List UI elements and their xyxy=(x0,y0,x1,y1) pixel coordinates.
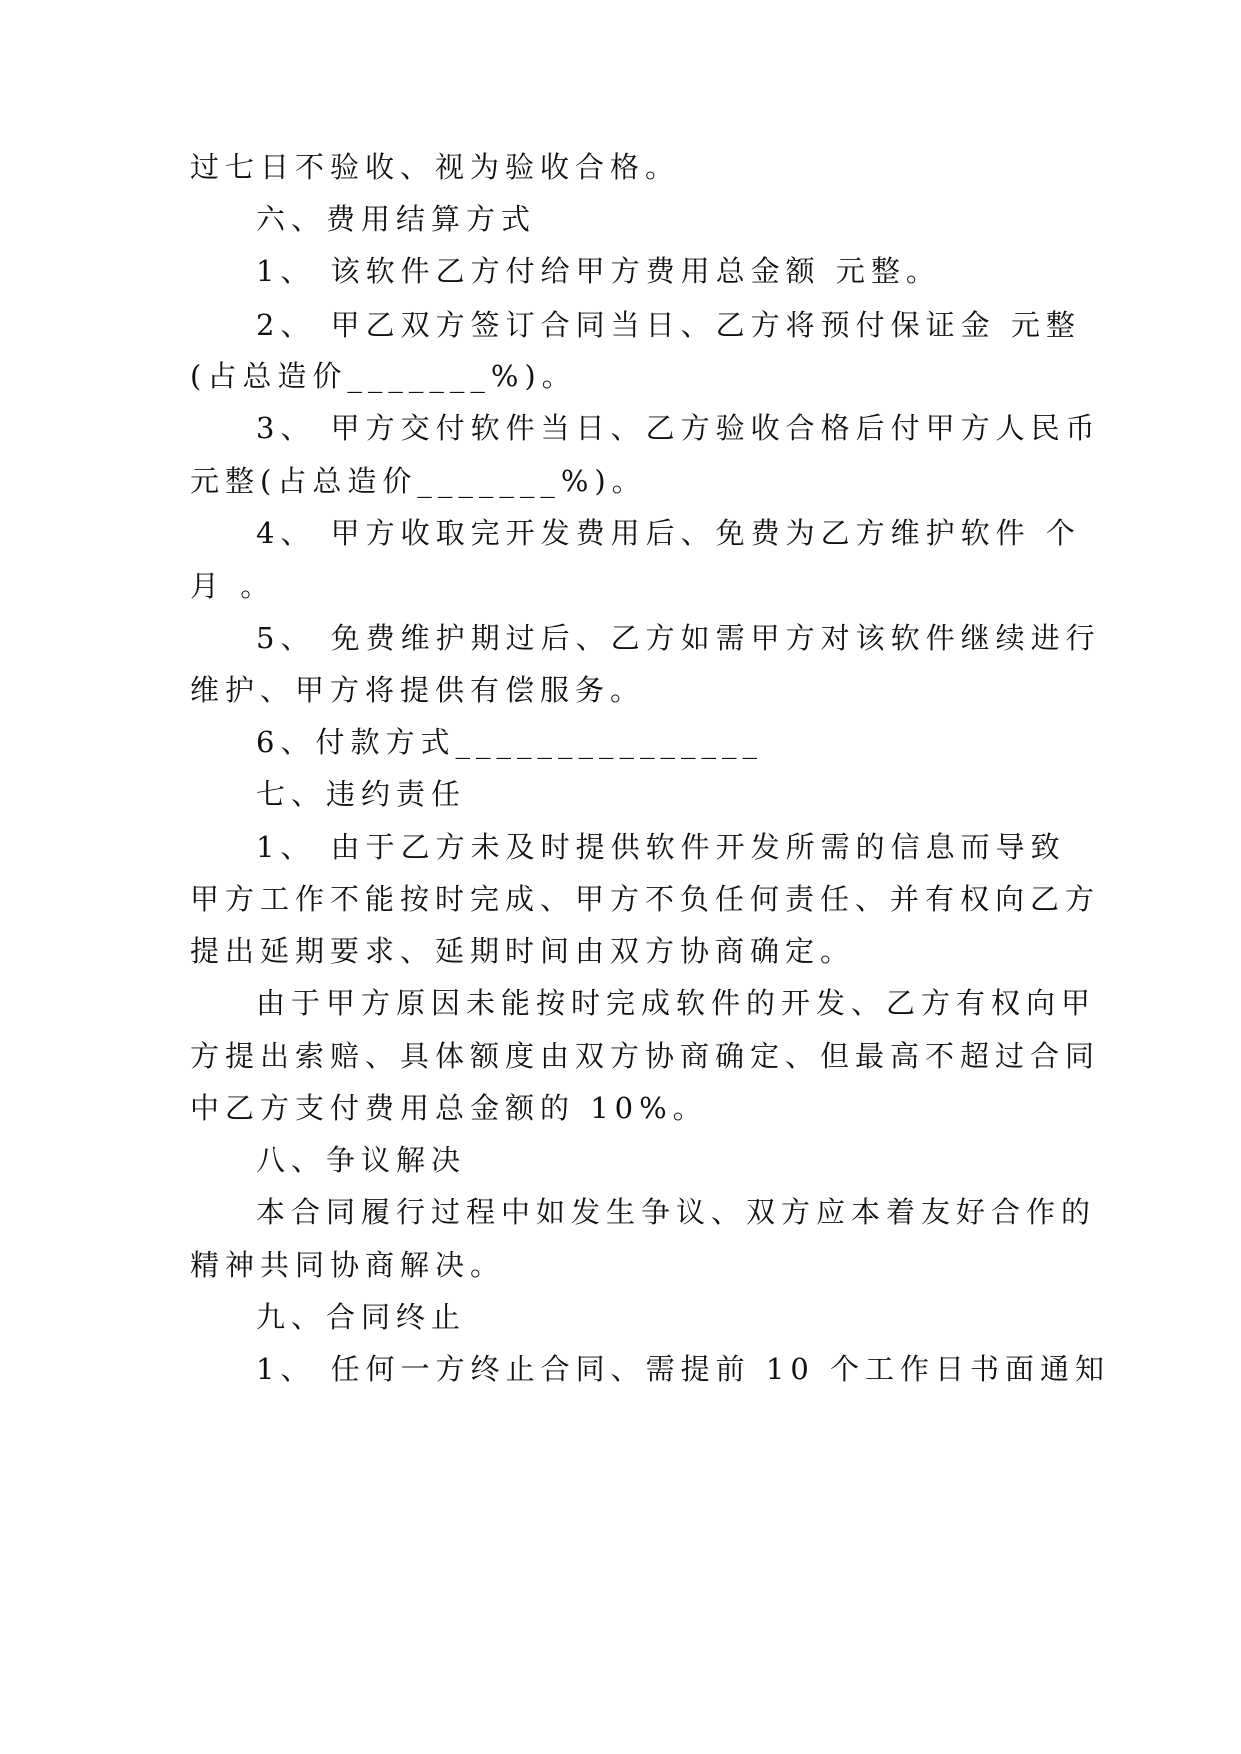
text-line: 维护、甲方将提供有偿服务。 xyxy=(190,673,646,707)
section-heading-6: 六、费用结算方式 xyxy=(256,202,537,236)
text-line: 月 。 xyxy=(190,569,276,603)
text-line: 1、 该软件乙方付给甲方费用总金额 元整。 xyxy=(256,254,941,288)
text-line: 提出延期要求、延期时间由双方协商确定。 xyxy=(190,934,856,968)
text-line: 2、 甲乙双方签订合同当日、乙方将预付保证金 元整 xyxy=(256,308,1081,342)
text-line: 甲方工作不能按时完成、甲方不负任何责任、并有权向乙方 xyxy=(190,882,1101,916)
text-line: 过七日不验收、视为验收合格。 xyxy=(190,150,681,184)
text-line: 5、 免费维护期过后、乙方如需甲方对该软件继续进行 xyxy=(256,621,1101,655)
text-line: 中乙方支付费用总金额的 10%。 xyxy=(190,1091,708,1125)
section-heading-9: 九、合同终止 xyxy=(256,1300,467,1334)
text-line: 1、 任何一方终止合同、需提前 10 个工作日书面通知 xyxy=(256,1352,1111,1386)
text-line: 3、 甲方交付软件当日、乙方验收合格后付甲方人民币 xyxy=(256,411,1101,445)
section-heading-8: 八、争议解决 xyxy=(256,1143,467,1177)
text-line: (占总造价_______%)。 xyxy=(190,359,577,393)
text-line: 精神共同协商解决。 xyxy=(190,1248,506,1282)
text-line: 由于甲方原因未能按时完成软件的开发、乙方有权向甲 xyxy=(256,986,1097,1020)
section-heading-7: 七、违约责任 xyxy=(256,777,467,811)
text-line: 1、 由于乙方未及时提供软件开发所需的信息而导致 xyxy=(256,830,1066,864)
text-line: 方提出索赔、具体额度由双方协商确定、但最高不超过合同 xyxy=(190,1039,1101,1073)
text-line: 本合同履行过程中如发生争议、双方应本着友好合作的 xyxy=(256,1195,1097,1229)
text-line: 6、付款方式_______________ xyxy=(256,725,763,759)
text-line: 元整(占总造价_______%)。 xyxy=(190,464,647,498)
text-line: 4、 甲方收取完开发费用后、免费为乙方维护软件 个 xyxy=(256,516,1081,550)
